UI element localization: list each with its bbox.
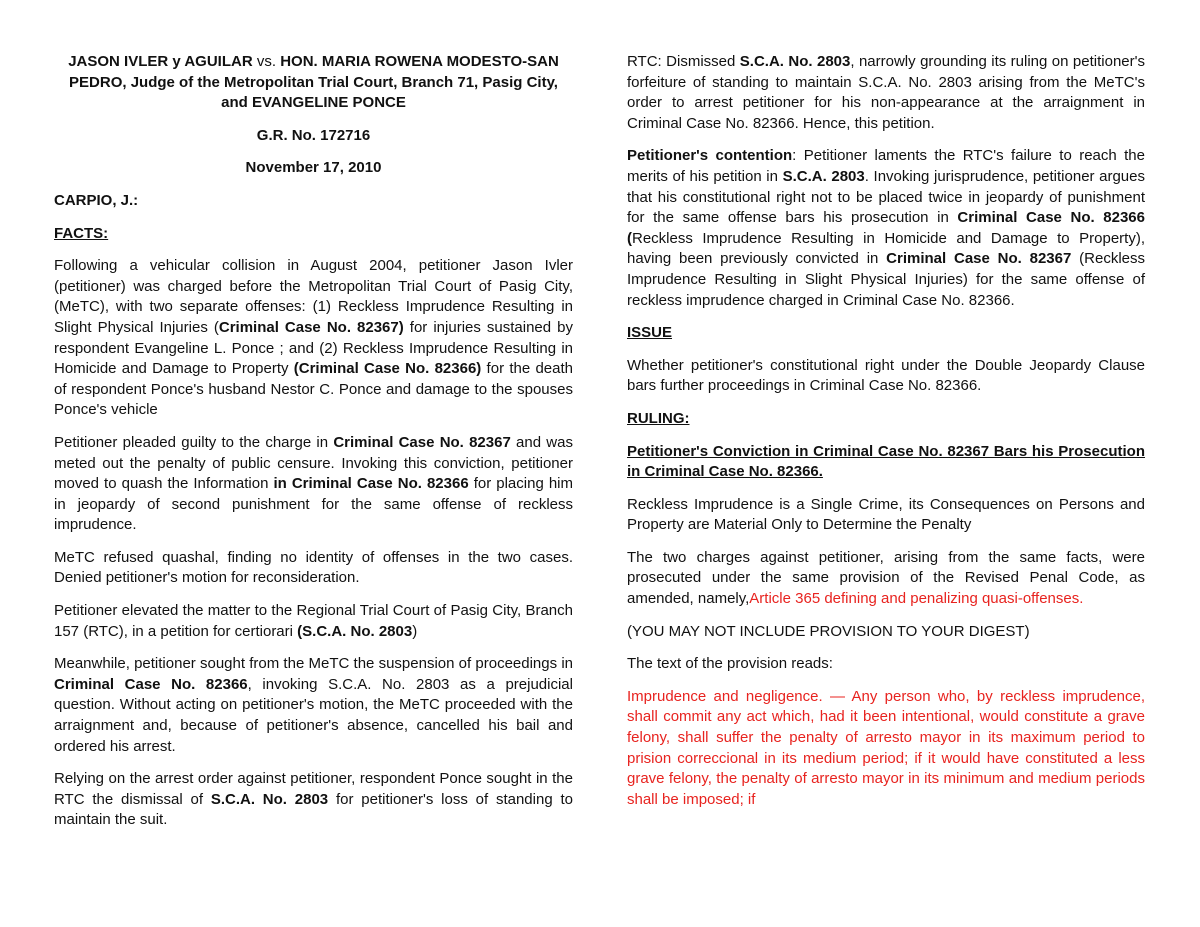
- issue-heading: ISSUE: [627, 324, 673, 342]
- contention-paragraph: Petitioner's contention: Petitioner laments the RTC's failure to reach the merits of his petition in S.C.A. 2803. Invoking jurisprudence, petitioner argues that his constitutional right not to be placed twice in jeopardy of punishment for the same offense bars his prosecution in Criminal Case No. 82366 (Reckless Imprudence Resulting in Homicide and Damage to Property), having been previously convicted in Criminal Case No. 82367 (Reckless Imprudence Resulting in Slight Physical Injuries) for the same offense of reckless imprudence charged in Criminal Case No. 82366.: [627, 147, 1145, 309]
- issue-text: Whether petitioner's constitutional right under the Double Jeopardy Clause bars further proceedings in Criminal Case No. 82366.: [627, 356, 1145, 395]
- right-column: [627, 52, 1145, 810]
- provision-note: (YOU MAY NOT INCLUDE PROVISION TO YOUR DIGEST): [627, 622, 1030, 640]
- facts-paragraph-3: MeTC refused quashal, finding no identity of offenses in the two cases. Denied petitioner's motion for reconsideration.: [54, 548, 573, 587]
- facts-paragraph-5: Meanwhile, petitioner sought from the MeTC the suspension of proceedings in Criminal Case No. 82366, invoking S.C.A. No. 2803 as a prejudicial question. Without acting on petitioner's motion, the MeTC proceeded with the arraignment and, because of petitioner's absence, cancelled his bail and ordered his arrest.: [54, 655, 573, 755]
- provision-text: Imprudence and negligence. — Any person who, by reckless imprudence, shall commit any act which, had it been intentional, would constitute a grave felony, shall suffer the penalty of arresto mayor in its maximum period to prision correccional in its medium period; if it would have constituted a less grave felony, the penalty of arresto mayor in its minimum and medium periods shall be imposed; if: [627, 687, 1145, 808]
- ponente: CARPIO, J.:: [54, 191, 139, 209]
- facts-heading: FACTS:: [54, 224, 109, 242]
- case-title: [54, 52, 573, 114]
- rtc-paragraph: RTC: Dismissed S.C.A. No. 2803, narrowly grounding its ruling on petitioner's forfeiture of standing to maintain S.C.A. No. 2803 arising from the MeTC's order to arrest petitioner for his non-appearance at the arraignment in Criminal Case No. 82366. Hence, this petition.: [627, 53, 1145, 132]
- gr-number: G.R. No. 172716: [256, 126, 371, 144]
- article-365-reference: Article 365 defining and penalizing quasi-offenses.: [749, 590, 1084, 608]
- facts-paragraph-2: Petitioner pleaded guilty to the charge in Criminal Case No. 82367 and was meted out the penalty of public censure. Invoking this conviction, petitioner moved to quash the Information in Criminal Case No. 82366 for placing him in jeopardy of second punishment for the same offense of reckless imprudence.: [54, 433, 573, 534]
- title-vs: vs.: [252, 53, 281, 70]
- provision-intro: The text of the provision reads:: [627, 655, 833, 673]
- single-crime-paragraph: Reckless Imprudence is a Single Crime, its Consequences on Persons and Property are Material Only to Determine the Penalty: [627, 495, 1145, 534]
- title-petitioner: JASON IVLER y AGUILAR: [68, 53, 253, 70]
- two-charges-paragraph: The two charges against petitioner, arising from the same facts, were prosecuted under the same provision of the Revised Penal Code, as amended, namely,Article 365 defining and penalizing quasi-offenses.: [627, 548, 1145, 608]
- decision-date: November 17, 2010: [245, 159, 382, 177]
- left-column: [54, 52, 573, 843]
- facts-paragraph-4: Petitioner elevated the matter to the Regional Trial Court of Pasig City, Branch 157 (RTC), in a petition for certiorari (S.C.A. No. 2803): [54, 602, 573, 640]
- ruling-subheading: Petitioner's Conviction in Criminal Case No. 82367 Bars his Prosecution in Criminal Case No. 82366.: [627, 442, 1145, 481]
- title-respondents: HON. MARIA ROWENA MODESTO-SAN PEDRO, Judge of the Metropolitan Trial Court, Branch 71, Pasig City, and EVANGELINE PONCE: [69, 53, 559, 112]
- facts-paragraph-6: Relying on the arrest order against petitioner, respondent Ponce sought in the RTC the dismissal of S.C.A. No. 2803 for petitioner's loss of standing to maintain the suit.: [54, 770, 573, 829]
- facts-paragraph-1: Following a vehicular collision in August 2004, petitioner Jason Ivler (petitioner) was charged before the Metropolitan Trial Court of Pasig City, (MeTC), with two separate offenses: (1) Reckless Imprudence Resulting in Slight Physical Injuries (Criminal Case No. 82367) for injuries sustained by respondent Evangeline L. Ponce ; and (2) Reckless Imprudence Resulting in Homicide and Damage to Property (Criminal Case No. 82366) for the death of respondent Ponce's husband Nestor C. Ponce and damage to the spouses Ponce's vehicle: [54, 257, 574, 419]
- ruling-heading: RULING:: [627, 409, 690, 427]
